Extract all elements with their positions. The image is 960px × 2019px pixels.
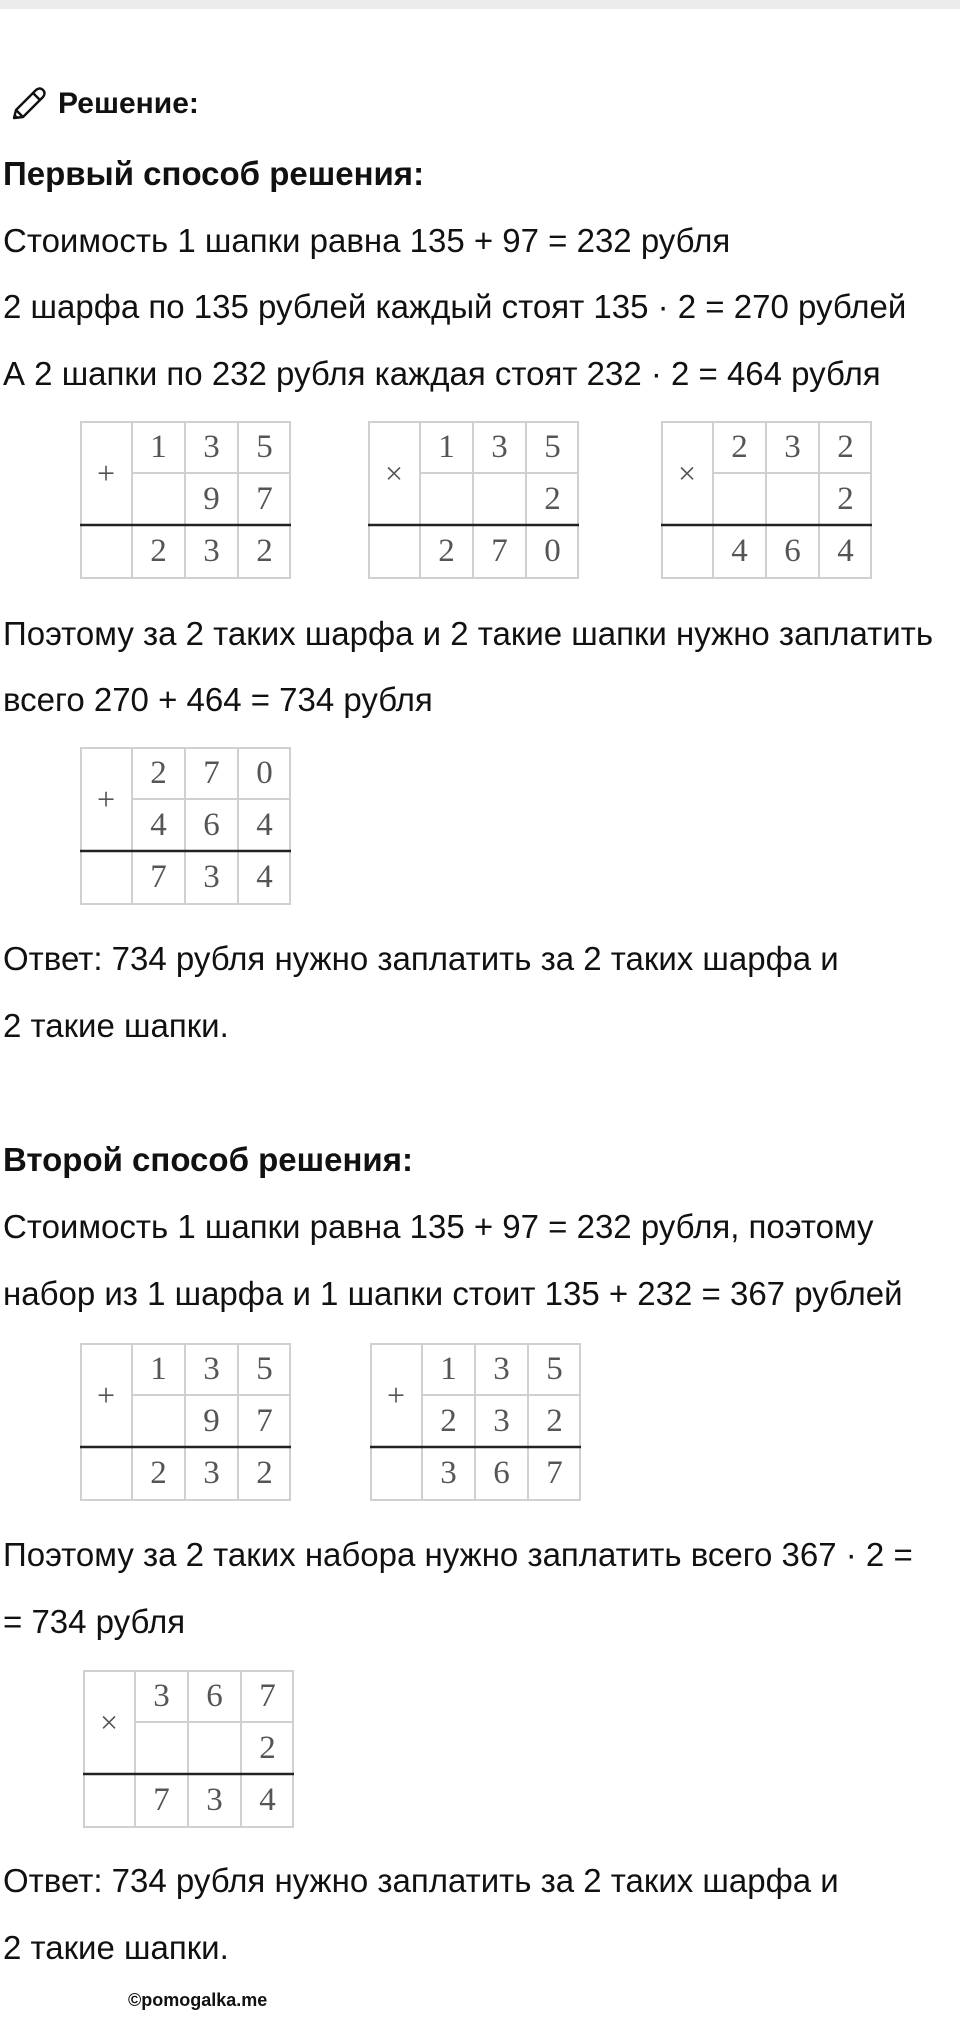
method2-line-1: Стоимость 1 шапки равна 135 + 97 = 232 рубля, поэтому [3, 1208, 874, 1245]
calc-digit: 7 [203, 754, 220, 791]
calc-digit: 1 [440, 1350, 457, 1387]
method1-title: Первый способ решения: [3, 155, 425, 192]
calc-digit: 3 [203, 428, 220, 465]
calc-sum-3 [80, 1343, 291, 1501]
calc-digit: 7 [259, 1677, 276, 1714]
calc-digit [766, 473, 819, 525]
calc-digit [188, 1722, 241, 1774]
calc-digit: 3 [493, 1402, 510, 1439]
calc-digit: 1 [150, 428, 167, 465]
pencil-icon [6, 82, 50, 126]
calc-digit [135, 1722, 188, 1774]
calc-digit: 3 [153, 1677, 170, 1714]
calc-digit: 5 [546, 1350, 563, 1387]
calc-product-3 [83, 1670, 294, 1828]
method1-line-3: А 2 шапки по 232 рубля каждая стоят 232 · 2 = 464 рубля [3, 355, 881, 392]
method1-answer-line-2: 2 такие шапки. [3, 1007, 229, 1044]
calc-digit: 3 [491, 428, 508, 465]
calc-digit: 5 [544, 428, 561, 465]
calc-operator: + [96, 780, 116, 817]
calc-digit: 4 [150, 806, 167, 843]
calc-sum-4 [370, 1343, 581, 1501]
calc-digit: 6 [784, 533, 801, 569]
calc-digit: 4 [256, 859, 273, 895]
calc-digit: 2 [440, 1402, 457, 1439]
calc-digit: 3 [493, 1350, 510, 1387]
calc-operator: + [96, 1376, 116, 1413]
calc-digit: 3 [203, 533, 220, 569]
calc-sum-2 [80, 747, 291, 905]
calc-digit: 9 [203, 480, 220, 517]
calc-digit: 2 [150, 1455, 167, 1491]
calc-digit: 0 [256, 754, 273, 791]
calc-operator: + [96, 454, 116, 491]
calc-digit [713, 473, 766, 525]
method2-answer-line-2: 2 такие шапки. [3, 1929, 229, 1966]
solution-heading [6, 84, 199, 124]
calc-operator: × [384, 454, 404, 491]
calc-digit: 7 [491, 533, 508, 569]
method1-para2-line-2: всего 270 + 464 = 734 рубля [3, 681, 433, 718]
calc-digit: 4 [259, 1782, 276, 1818]
calc-digit: 6 [493, 1455, 510, 1491]
calc-digit: 7 [153, 1782, 170, 1818]
calc-digit: 3 [784, 428, 801, 465]
method1-line-1: Стоимость 1 шапки равна 135 + 97 = 232 рубля [3, 222, 731, 259]
calc-digit: 3 [206, 1782, 223, 1818]
copyright-footer: ©pomogalka.me [128, 1990, 268, 2010]
method2-title: Второй способ решения: [3, 1141, 413, 1178]
calc-product-1 [368, 421, 579, 579]
calc-digit: 3 [440, 1455, 457, 1491]
method2-line-2: набор из 1 шарфа и 1 шапки стоит 135 + 232 = 367 рублей [3, 1275, 903, 1312]
calc-digit: 5 [256, 428, 273, 465]
method1-line-2: 2 шарфа по 135 рублей каждый стоят 135 · 2 = 270 рублей [3, 288, 907, 325]
calc-digit: 3 [203, 1455, 220, 1491]
calc-digit: 2 [259, 1729, 276, 1766]
calc-digit: 7 [256, 480, 273, 517]
calc-digit: 6 [203, 806, 220, 843]
method1-para2-line-1: Поэтому за 2 таких шарфа и 2 такие шапки нужно заплатить [3, 615, 934, 652]
calc-digit: 2 [546, 1402, 563, 1439]
calc-digit: 3 [203, 859, 220, 895]
calc-digit: 2 [150, 754, 167, 791]
calc-digit: 3 [203, 1350, 220, 1387]
calc-digit: 7 [150, 859, 167, 895]
calc-digit: 2 [256, 533, 273, 569]
method2-para2-line-2: = 734 рубля [3, 1603, 186, 1640]
calc-operator: × [99, 1703, 119, 1740]
calc-digit: 2 [837, 480, 854, 517]
calc-digit [132, 1395, 185, 1447]
calc-product-2 [661, 421, 872, 579]
calc-digit: 2 [438, 533, 455, 569]
calc-digit: 2 [544, 480, 561, 517]
calc-operator: × [677, 454, 697, 491]
calc-digit: 2 [837, 428, 854, 465]
calc-digit: 2 [731, 428, 748, 465]
calc-digit: 1 [438, 428, 455, 465]
calc-operator: + [386, 1376, 406, 1413]
calc-digit: 7 [256, 1402, 273, 1439]
top-bar [0, 0, 960, 9]
calc-digit: 9 [203, 1402, 220, 1439]
calc-sum-1 [80, 421, 291, 579]
solution-title: Решение: [58, 87, 199, 120]
calc-digit: 6 [206, 1677, 223, 1714]
method2-para2-line-1: Поэтому за 2 таких набора нужно заплатить всего 367 · 2 = [3, 1536, 913, 1573]
calc-digit: 1 [150, 1350, 167, 1387]
method1-answer-line-1: Ответ: 734 рубля нужно заплатить за 2 таких шарфа и [3, 940, 839, 977]
calc-digit [473, 473, 526, 525]
calc-digit: 2 [256, 1455, 273, 1491]
calc-digit: 7 [546, 1455, 563, 1491]
calc-digit: 2 [150, 533, 167, 569]
calc-digit: 0 [544, 533, 561, 569]
calc-digit [420, 473, 473, 525]
method2-answer-line-1: Ответ: 734 рубля нужно заплатить за 2 таких шарфа и [3, 1862, 839, 1899]
calc-digit: 5 [256, 1350, 273, 1387]
calc-digit [132, 473, 185, 525]
calc-digit: 4 [731, 533, 748, 569]
calc-digit: 4 [837, 533, 854, 569]
calc-digit: 4 [256, 806, 273, 843]
